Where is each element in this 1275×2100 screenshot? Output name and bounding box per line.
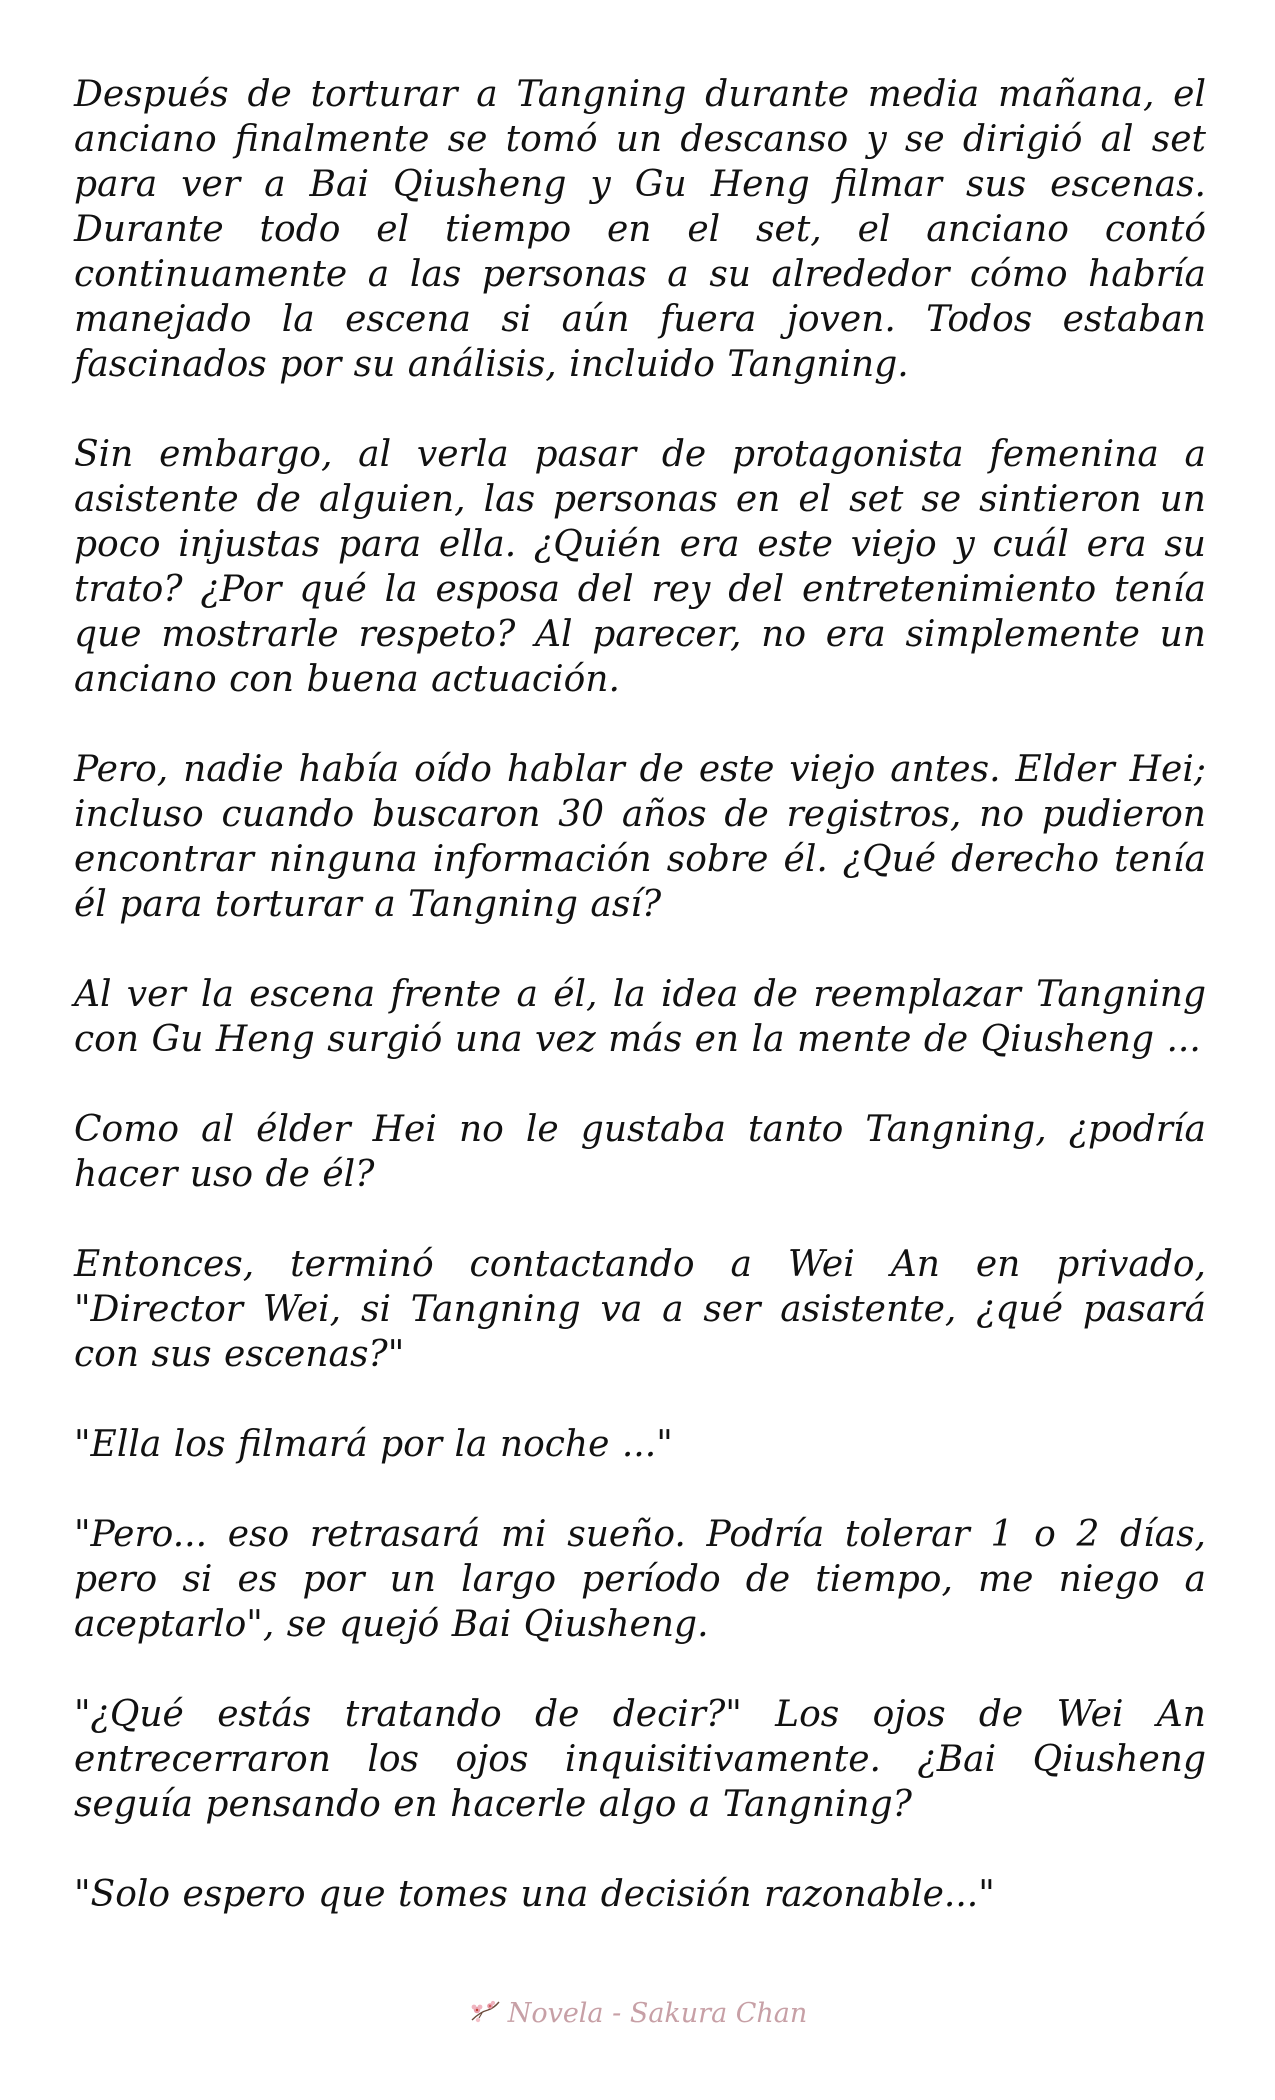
paragraph-4: Al ver la escena frente a él, la idea de reemplazar Tangning con Gu Heng surgió una vez más en la mente de Qiusheng ...: [74, 974, 1206, 1060]
sakura-flower-icon: [468, 1998, 502, 2026]
paragraph-6: Entonces, terminó contactando a Wei An en privado, "Director Wei, si Tangning va a ser asistente, ¿qué pasará con sus escenas?": [74, 1244, 1206, 1375]
paragraph-7: "Ella los filmará por la noche ...": [74, 1424, 673, 1465]
watermark-text: Novela - Sakura Chan: [507, 1998, 808, 2029]
paragraph-2: Sin embargo, al verla pasar de protagonista femenina a asistente de alguien, las personas en el set se sintieron un poco injustas para ella. ¿Quién era este viejo y cuál era su trato? ¿Por qué la esposa del rey del entretenimiento tenía que mostrarle respeto? Al parecer, no era simplemente un anciano con buena actuación.: [74, 434, 1206, 700]
paragraph-5: Como al élder Hei no le gustaba tanto Tangning, ¿podría hacer uso de él?: [74, 1109, 1206, 1195]
paragraph-10: "Solo espero que tomes una decisión razonable...": [74, 1874, 995, 1915]
document-body: [74, 72, 1206, 1917]
paragraph-8: "Pero... eso retrasará mi sueño. Podría tolerar 1 o 2 días, pero si es por un largo período de tiempo, me niego a aceptarlo", se quejó Bai Qiusheng.: [74, 1514, 1206, 1645]
paragraph-1: Después de torturar a Tangning durante media mañana, el anciano finalmente se tomó un descanso y se dirigió al set para ver a Bai Qiusheng y Gu Heng filmar sus escenas. Durante todo el tiempo en el set, el anciano contó continuamente a las personas a su alrededor cómo habría manejado la escena si aún fuera joven. Todos estaban fascinados por su análisis, incluido Tangning.: [74, 74, 1206, 385]
watermark-footer: [0, 1998, 1275, 2029]
paragraph-3: Pero, nadie había oído hablar de este viejo antes. Elder Hei; incluso cuando buscaron 30 años de registros, no pudieron encontrar ninguna información sobre él. ¿Qué derecho tenía él para torturar a Tangning así?: [74, 749, 1206, 925]
paragraph-9: "¿Qué estás tratando de decir?" Los ojos de Wei An entrecerraron los ojos inquisitivamente. ¿Bai Qiusheng seguía pensando en hacerle algo a Tangning?: [74, 1694, 1206, 1825]
